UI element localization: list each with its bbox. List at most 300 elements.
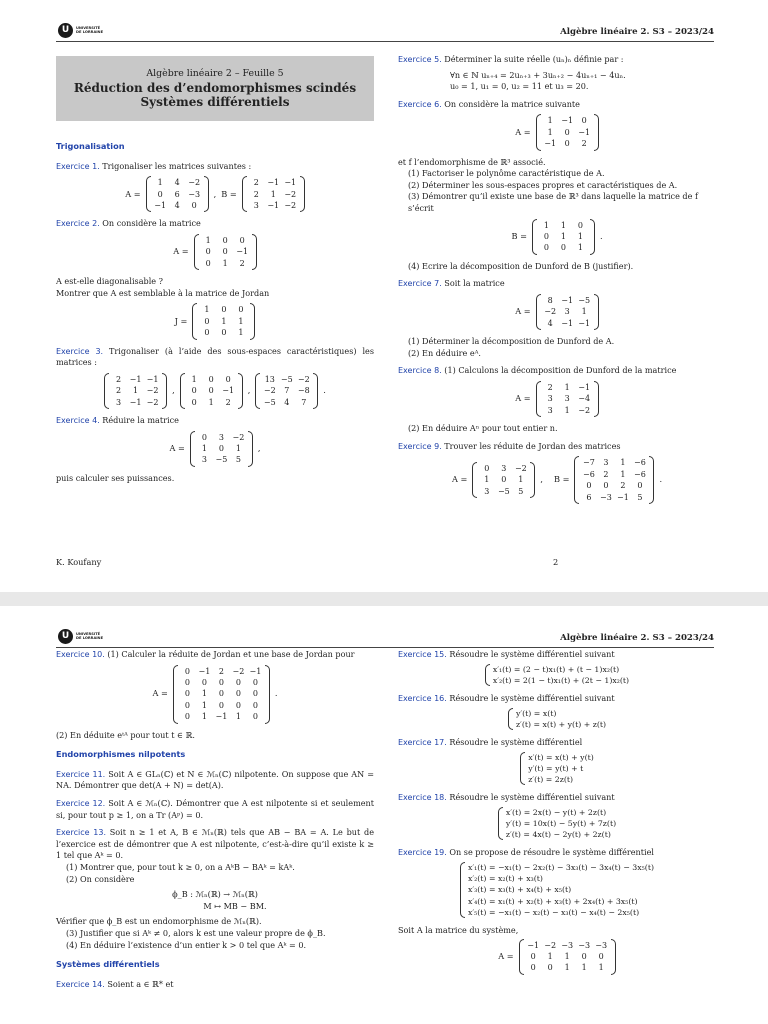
exercise-label: Exercice 18.	[398, 793, 447, 803]
matrix-entry: −2	[146, 386, 159, 396]
exercise-text: A est-elle diagonalisable ?	[56, 276, 163, 287]
equation-line: z′(t) = 2z(t)	[528, 775, 574, 784]
equation-line: x′₁(t) = −x₁(t) − 2x₂(t) − 3x₃(t) − 3x₄(t) − 3x₅(t)	[467, 863, 655, 872]
right-parenthesis	[300, 176, 305, 212]
matrix	[255, 373, 318, 409]
differential-system	[398, 752, 716, 786]
matrix-entry: 0	[208, 374, 214, 384]
equation-line: x′(t) = x(t) + y(t)	[528, 752, 594, 762]
matrix-entry: −3	[188, 189, 201, 199]
matrix-entry: 8	[547, 295, 553, 305]
matrix-entry: 3	[603, 458, 609, 468]
question: (2) En déduite eᵗᴬ pour tout t ∈ ℝ.	[56, 729, 195, 740]
matrix	[242, 176, 305, 212]
exercise-text: Soit la matrice	[444, 278, 505, 289]
matrix-name: A =	[173, 246, 189, 257]
matrix-entry: 0	[581, 952, 587, 962]
differential-system	[398, 664, 716, 686]
separator: .	[599, 230, 603, 241]
exercise-label: Exercice 6.	[398, 99, 442, 109]
matrix-entry: −2	[146, 397, 159, 407]
matrix	[190, 431, 253, 467]
exercise-text: Réduire la matrice	[102, 415, 179, 426]
matrix-entry: −6	[634, 458, 646, 468]
exercise-2	[56, 218, 374, 339]
right-parenthesis	[252, 234, 257, 270]
separator: .	[659, 474, 663, 485]
exercise-text: Soit n ≥ 1 et A, B ∈ ℳₙ(ℝ) tels que AB − BA = A. Le but de l’exercice est de démontrer que A est nilpotente, c’est-à-dire qu’il existe k ≥ 1 tel que Aᵏ = 0.	[56, 827, 374, 861]
matrix-entry: −2	[232, 666, 245, 676]
exercise-text: On se propose de résoudre le système différentiel	[449, 847, 654, 858]
separator: ,	[257, 442, 261, 453]
matrix-entry: 1	[221, 316, 227, 326]
matrix-entry: −5	[497, 486, 510, 496]
course-title: Algèbre linéaire 2. S3 – 2023/24	[560, 633, 714, 643]
right-column	[398, 54, 716, 510]
matrix-entry: 0	[201, 678, 207, 687]
matrix-entry: −5	[215, 455, 228, 465]
right-parenthesis	[590, 219, 595, 255]
matrix	[519, 939, 616, 975]
matrix	[180, 373, 243, 409]
matrix-name: A =	[515, 306, 531, 317]
matrix-entry: 6	[586, 492, 592, 502]
exercise-text: Vérifier que ϕ_B est un endomorphisme de ℳₙ(ℝ).	[56, 916, 262, 927]
right-parenthesis	[162, 373, 167, 409]
matrix-entry: 5	[637, 492, 643, 502]
section-heading: Endomorphismes nilpotents	[56, 749, 186, 760]
matrix-entry: 0	[235, 700, 241, 710]
sheet-title: Systèmes différentiels	[140, 95, 290, 109]
matrix-entry: −2	[284, 189, 297, 199]
right-parenthesis	[530, 462, 535, 498]
matrix-name: A =	[498, 950, 514, 961]
right-parenthesis	[250, 303, 255, 339]
matrix-entry: 1	[547, 127, 553, 137]
matrix-entry: 0	[184, 712, 190, 722]
logo-mark: U	[58, 23, 73, 38]
differential-system	[398, 862, 716, 918]
matrix-entry: −1	[527, 940, 540, 950]
equation-line: x′₂(t) = x₂(t) + x₃(t)	[467, 874, 543, 884]
equation-line: y′(t) = 10x(t) − 5y(t) + 7z(t)	[505, 819, 617, 828]
right-parenthesis	[248, 431, 253, 467]
exercise-4	[56, 415, 374, 484]
matrix-entry: −3	[561, 940, 574, 950]
matrix-name: A =	[515, 126, 531, 137]
matrix-entry: 1	[598, 963, 604, 973]
exercise-label: Exercice 10.	[56, 650, 105, 659]
exercise-text: Soient a ∈ ℝ* et	[107, 978, 174, 989]
matrix-entry: −5	[280, 374, 293, 384]
matrix-entry: 0	[235, 678, 241, 687]
matrix-entry: −2	[578, 405, 591, 415]
system-brace	[485, 664, 490, 686]
matrix-entry: −2	[232, 432, 245, 442]
matrix-entry: 6	[174, 189, 180, 199]
matrix-entry: −3	[595, 940, 608, 950]
right-parenthesis	[594, 114, 599, 150]
matrix-entry: −1	[146, 374, 159, 384]
matrix-entry: 2	[603, 469, 609, 479]
matrix-entry: 1	[133, 386, 139, 396]
equation-line: x′₁(t) = (2 − t)x₁(t) + (t − 1)x₂(t)	[492, 664, 620, 674]
matrix-entry: 4	[547, 318, 553, 328]
exercise-label: Exercice 12.	[56, 799, 106, 808]
matrix-entry: 0	[157, 189, 163, 199]
exercise-label: Exercice 5.	[398, 55, 442, 64]
matrix-entry: 0	[543, 231, 549, 241]
matrix-entry: 0	[252, 678, 258, 687]
matrix	[536, 114, 599, 150]
logo-mark: U	[58, 629, 73, 644]
matrix-entry: 0	[218, 700, 224, 710]
matrix-entry: −1	[198, 666, 211, 676]
matrix-entry: −1	[578, 127, 591, 137]
document-page-2	[0, 606, 768, 1024]
matrix-entry: 1	[201, 712, 207, 722]
matrix-entry: −1	[578, 382, 591, 392]
right-parenthesis	[594, 381, 599, 417]
exercise-5	[398, 54, 716, 93]
matrix	[194, 234, 257, 270]
matrix-entry: 1	[157, 178, 163, 188]
question: (3) Justifier que si Aᵏ ≠ 0, alors k est une valeur propre de ϕ_B.	[66, 927, 326, 938]
matrix-entry: 0	[184, 689, 190, 699]
equation-line: y′(t) = y(t) + t	[528, 763, 584, 773]
page-header	[56, 628, 714, 648]
right-parenthesis	[238, 373, 243, 409]
matrix-entry: 0	[603, 481, 609, 491]
matrix-entry: 7	[301, 397, 307, 407]
exercise-text: Résoudre le système différentiel suivant	[449, 693, 615, 703]
matrix-entry: −3	[600, 492, 612, 502]
matrix-entry: 2	[116, 374, 122, 384]
matrix-entry: 4	[284, 397, 290, 407]
matrix-name: J =	[174, 315, 188, 326]
exercise-text: et f l’endomorphisme de ℝ³ associé.	[398, 156, 546, 167]
matrix-entry: −2	[514, 464, 527, 474]
matrix-name: B =	[553, 474, 570, 485]
separator: .	[274, 688, 278, 699]
matrix-entry: −8	[297, 386, 310, 396]
exercise-text: Trigonaliser les matrices suivantes :	[102, 160, 252, 171]
matrix-entry: −2	[544, 307, 557, 317]
matrix-entry: −1	[249, 666, 262, 676]
matrix-entry: 0	[205, 247, 211, 257]
matrix-entry: −1	[129, 397, 142, 407]
differential-system	[398, 807, 716, 841]
matrix-entry: −7	[583, 458, 595, 468]
matrix-entry: 0	[543, 243, 549, 253]
right-parenthesis	[204, 176, 209, 212]
matrix-entry: 1	[543, 220, 549, 230]
matrix-entry: 1	[201, 689, 207, 699]
matrix-entry: −1	[561, 116, 574, 126]
matrix-entry: 3	[501, 464, 507, 474]
matrix-entry: 3	[116, 397, 122, 407]
matrix-name: A =	[451, 474, 468, 485]
matrix-entry: 0	[221, 328, 227, 338]
section-heading: Trigonalisation	[56, 141, 125, 151]
matrix-entry: 1	[560, 220, 566, 230]
matrix-entry: 1	[205, 236, 211, 245]
matrix	[536, 294, 599, 330]
matrix-name: B =	[221, 188, 237, 199]
matrix-entry: 0	[191, 397, 197, 407]
question: (1) Montrer que, pour tout k ≥ 0, on a AᵏB − BAᵏ = kAᵏ.	[66, 861, 295, 872]
exercise-text: Résoudre le système différentiel	[449, 737, 583, 747]
matrix-entry: −3	[578, 940, 591, 950]
matrix-entry: −1	[222, 386, 235, 396]
matrix-entry: 5	[235, 455, 241, 465]
matrix-name: A =	[152, 688, 168, 699]
university-logo	[58, 22, 103, 38]
matrix-entry: −1	[561, 295, 574, 305]
exercise-label: Exercice 15.	[398, 650, 447, 659]
matrix-entry: 1	[620, 469, 626, 479]
matrix-entry: 0	[184, 700, 190, 710]
matrix-entry: 0	[530, 952, 536, 962]
matrix-entry: 3	[564, 394, 570, 404]
question: (2) On considère	[66, 873, 135, 884]
matrix-name: A =	[169, 442, 185, 453]
matrix-entry: 0	[184, 678, 190, 687]
question: (3) Démontrer qu’il existe une base de ℝ³ dans laquelle la matrice de f s’écrit	[408, 191, 698, 213]
separator: ,	[247, 385, 251, 396]
exercise-label: Exercice 19.	[398, 848, 447, 858]
matrix-entry: 3	[547, 394, 553, 404]
matrix-entry: 0	[560, 243, 566, 253]
course-title: Algèbre linéaire 2. S3 – 2023/24	[560, 27, 714, 37]
exercise-text: Résoudre le système différentiel suivant	[449, 649, 615, 659]
question: (1) Factoriser le polynôme caractéristique de A.	[408, 168, 605, 179]
matrix-entry: 1	[564, 952, 570, 962]
exercise-label: Exercice 4.	[56, 416, 100, 426]
question: (4) En déduire l’existence d’un entier k > 0 tel que Aᵏ = 0.	[66, 939, 307, 950]
system-brace	[498, 807, 503, 841]
matrix-entry: 0	[252, 700, 258, 710]
matrix	[472, 462, 535, 498]
map-definition: M ↦ MB − BM.	[203, 900, 267, 911]
matrix-name: A =	[125, 188, 141, 199]
matrix-entry: 2	[253, 189, 259, 199]
matrix-entry: −1	[267, 201, 280, 210]
matrix-entry: 3	[547, 405, 553, 415]
question: (2) En déduire Aⁿ pour tout entier n.	[408, 423, 558, 434]
matrix-entry: −1	[129, 374, 142, 384]
equation-line: x′₅(t) = −x₁(t) − x₂(t) − x₃(t) − x₄(t) − 2x₅(t)	[467, 907, 640, 917]
matrix-entry: 0	[564, 127, 570, 137]
exercise-9	[398, 441, 716, 504]
matrix-entry: 0	[238, 305, 244, 315]
logo-text: DE LORRAINE	[76, 636, 104, 640]
matrix-entry: 0	[564, 139, 570, 149]
matrix-entry: −1	[561, 318, 574, 328]
system-brace	[460, 862, 465, 918]
equation-line: x′(t) = 2x(t) − y(t) + 2z(t)	[505, 807, 607, 817]
exercise-7	[398, 278, 716, 359]
exercise-text: Montrer que A est semblable à la matrice de Jordan	[56, 287, 270, 298]
left-column	[56, 56, 374, 487]
exercise-text: (1) Calculer la réduite de Jordan et une base de Jordan pour	[107, 649, 355, 659]
matrix-entry: −4	[578, 394, 591, 404]
matrix-entry: 1	[208, 397, 214, 407]
exercise-11	[56, 769, 374, 792]
matrix	[192, 303, 255, 339]
exercise-text: Soit A ∈ GLₙ(ℂ) et N ∈ ℳₙ(ℂ) nilpotente. On suppose que AN = NA. Démontrer que det(A + N) = det(A).	[56, 768, 374, 791]
matrix-entry: 3	[253, 201, 259, 210]
system-brace	[520, 752, 525, 786]
matrix-entry: 3	[201, 455, 207, 465]
matrix-entry: 2	[218, 666, 224, 676]
matrix-entry: −2	[263, 386, 276, 396]
equation-line: z′(t) = x(t) + y(t) + z(t)	[515, 719, 607, 729]
matrix-entry: −1	[236, 247, 249, 257]
question: (4) Ecrire la décomposition de Dunford de B (justifier).	[408, 260, 634, 271]
exercise-label: Exercice 2.	[56, 219, 100, 229]
matrix	[536, 381, 599, 417]
exercise-14	[56, 979, 374, 991]
matrix-entry: 0	[598, 952, 604, 962]
matrix	[146, 176, 209, 212]
matrix-entry: 1	[564, 382, 570, 392]
matrix-entry: 1	[204, 305, 210, 315]
matrix-entry: 1	[581, 307, 587, 317]
matrix-entry: 1	[547, 116, 553, 126]
exercise-label: Exercice 16.	[398, 694, 447, 703]
matrix-entry: 1	[201, 444, 207, 454]
matrix-entry: 1	[191, 374, 197, 384]
matrix-entry: 0	[252, 689, 258, 699]
page-header	[56, 22, 714, 42]
matrix-entry: 0	[577, 220, 583, 230]
exercise-3	[56, 346, 374, 409]
matrix-entry: −1	[544, 139, 557, 149]
matrix-entry: 1	[577, 231, 583, 241]
separator: .	[323, 385, 326, 396]
exercise-text: (1) Calculons la décomposition de Dunford de la matrice	[444, 365, 677, 376]
matrix-name: B =	[511, 230, 527, 241]
matrix-entry: 1	[620, 458, 626, 468]
separator: ,	[172, 385, 175, 396]
matrix-entry: −5	[578, 295, 591, 305]
matrix-entry: 2	[581, 139, 587, 149]
exercise-text: Soit A ∈ ℳₙ(ℂ). Démontrer que A est nilpotente si et seulement si, pour tout p ≥ 1, on a Tr (Aᵖ) = 0.	[56, 798, 374, 820]
matrix-entry: 1	[560, 231, 566, 241]
matrix-entry: 1	[238, 328, 244, 338]
exercise-label: Exercice 13.	[56, 828, 106, 838]
matrix-entry: −1	[267, 178, 280, 188]
matrix-entry: 0	[501, 475, 507, 485]
question: (2) En déduire eᴬ.	[408, 347, 481, 358]
matrix-entry: 0	[252, 712, 258, 722]
matrix-entry: 13	[264, 374, 275, 384]
matrix-entry: 1	[564, 405, 570, 415]
logo-text: DE LORRAINE	[76, 30, 104, 34]
matrix-entry: 1	[235, 712, 241, 722]
right-parenthesis	[594, 294, 599, 330]
matrix-entry: 2	[253, 178, 259, 188]
recurrence-equation: ∀n ∈ ℕ uₙ₊₄ = 2uₙ₊₃ + 3uₙ₊₂ − 4uₙ₊₁ − 4uₙ.	[450, 69, 626, 80]
matrix-entry: −6	[583, 469, 595, 479]
matrix	[532, 219, 595, 255]
matrix-entry: 0	[484, 464, 490, 474]
exercise-text: Résoudre le système différentiel suivant	[449, 792, 615, 803]
exercise-19	[398, 847, 716, 974]
matrix-entry: 0	[221, 305, 227, 315]
exercise-text: Déterminer la suite réelle (uₙ)ₙ définie par :	[444, 54, 624, 64]
equation-line: x′₄(t) = x₁(t) + x₂(t) + x₃(t) + 2x₄(t) + 3x₅(t)	[467, 896, 638, 906]
exercise-15	[398, 649, 716, 686]
matrix-entry: 0	[235, 689, 241, 699]
matrix-entry: 0	[637, 481, 643, 491]
question: (1) Déterminer la décomposition de Dunford de A.	[408, 336, 615, 347]
exercise-10	[56, 649, 374, 741]
exercise-text: On considère la matrice	[102, 218, 201, 229]
university-logo	[58, 628, 103, 644]
matrix	[173, 665, 270, 724]
system-brace	[508, 708, 513, 730]
exercise-text: Soit A la matrice du système,	[398, 925, 519, 936]
matrix-entry: 3	[484, 486, 490, 496]
exercise-17	[398, 737, 716, 785]
exercise-label: Exercice 11.	[56, 769, 106, 779]
matrix-entry: 0	[218, 689, 224, 699]
matrix-entry: 0	[208, 386, 214, 396]
matrix-entry: 0	[530, 963, 536, 973]
exercise-label: Exercice 9.	[398, 441, 442, 451]
footer-author: K. Koufany	[56, 557, 102, 567]
exercise-16	[398, 693, 716, 730]
matrix-entry: −1	[215, 712, 228, 722]
differential-system	[398, 708, 716, 730]
matrix-entry: 0	[201, 432, 207, 442]
exercise-label: Exercice 3.	[56, 346, 104, 356]
exercise-text: puis calculer ses puissances.	[56, 472, 175, 483]
matrix-entry: −6	[634, 469, 646, 479]
matrix-entry: 0	[191, 386, 197, 396]
matrix-entry: 0	[191, 201, 197, 210]
matrix-entry: −2	[297, 374, 310, 384]
exercise-label: Exercice 1.	[56, 161, 100, 171]
matrix-entry: −2	[544, 940, 557, 950]
matrix-entry: 1	[222, 258, 228, 268]
matrix-entry: 0	[218, 678, 224, 687]
right-parenthesis	[313, 373, 318, 409]
matrix-entry: 0	[218, 444, 224, 454]
matrix-entry: 1	[235, 444, 241, 454]
matrix-entry: 2	[620, 481, 626, 491]
exercise-13	[56, 827, 374, 951]
matrix-entry: 1	[547, 952, 553, 962]
matrix-entry: 0	[225, 374, 231, 384]
sheet-title-box	[56, 56, 374, 121]
matrix-entry: −1	[617, 492, 629, 502]
matrix-entry: 7	[284, 386, 290, 396]
logo-text: UNIVERSITÉ	[76, 26, 101, 30]
section-heading: Systèmes différentiels	[56, 959, 160, 970]
right-parenthesis	[611, 939, 616, 975]
question: (2) Déterminer les sous-espaces propres et caractéristiques de A.	[408, 179, 678, 190]
exercise-label: Exercice 14.	[56, 979, 105, 989]
matrix-entry: 1	[564, 963, 570, 973]
matrix-entry: 0	[204, 316, 210, 326]
matrix-entry: 3	[218, 432, 224, 442]
separator: ,	[540, 474, 543, 485]
matrix-entry: 0	[222, 236, 228, 245]
map-definition: ϕ_B : ℳₙ(ℝ) → ℳₙ(ℝ)	[172, 889, 258, 900]
